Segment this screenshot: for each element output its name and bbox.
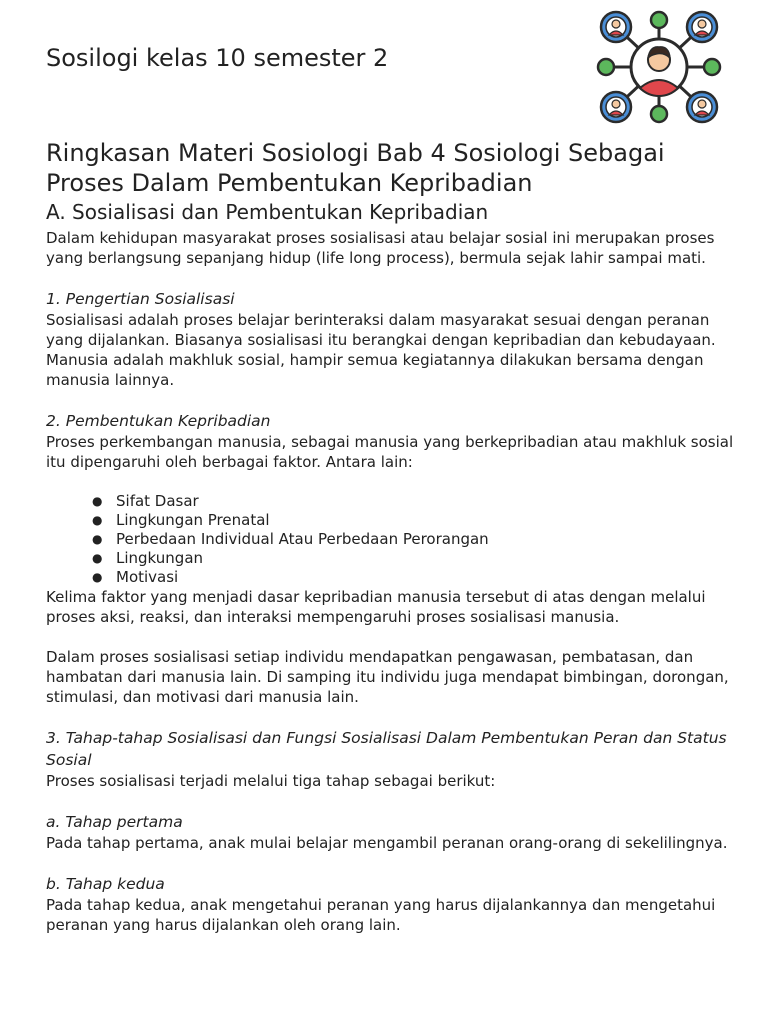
article-body (46, 198, 736, 935)
list-item: ● Sifat Dasar (92, 492, 199, 510)
section-a-intro: Dalam kehidupan masyarakat proses sosialisasi atau belajar sosial ini merupakan proses yang berlangsung sepanjang hidup (life long process), bermula sejak lahir sampai mati. (46, 229, 715, 267)
bullet-icon: ● (92, 532, 103, 546)
list-item: ● Motivasi (92, 568, 179, 586)
section-1-text: Sosialisasi adalah proses belajar berinteraksi dalam masyarakat sesuai dengan peranan yang dijalankan. Biasanya sosialisasi itu berangkai dengan kepribadian dan kebudayaan. Manusia adalah makhluk sosial, hampir semua kegiatannya dilakukan bersama dengan manusia lainnya. (46, 311, 716, 389)
section-3-text: Proses sosialisasi terjadi melalui tiga tahap sebagai berikut: (46, 772, 496, 790)
section-3-heading: 3. Tahap-tahap Sosialisasi dan Fungsi Sosialisasi Dalam Pembentukan Peran dan Status Sosial (46, 729, 727, 769)
section-2-after-list-1: Kelima faktor yang menjadi dasar kepribadian manusia tersebut di atas dengan melalui proses aksi, reaksi, dan interaksi mempengaruhi proses sosialisasi manusia. (46, 588, 706, 626)
bullet-icon: ● (92, 570, 103, 584)
section-2-heading: 2. Pembentukan Kepribadian (46, 412, 271, 430)
bullet-icon: ● (92, 494, 103, 508)
section-2-text: Proses perkembangan manusia, sebagai manusia yang berkepribadian atau makhluk sosial itu dipengaruhi oleh berbagai faktor. Antara lain: (46, 433, 734, 471)
document-title: Sosilogi kelas 10 semester 2 (46, 44, 389, 72)
list-item: ● Lingkungan (92, 549, 204, 567)
section-1-heading: 1. Pengertian Sosialisasi (46, 290, 235, 308)
bullet-icon: ● (92, 551, 103, 565)
factors-list (46, 492, 736, 587)
social-network-people-icon (596, 10, 722, 124)
stage-b-text: Pada tahap kedua, anak mengetahui peranan yang harus dijalankannya dan mengetahui peranan yang harus dijalankan oleh orang lain. (46, 896, 716, 934)
article-title: Ringkasan Materi Sosiologi Bab 4 Sosiologi Sebagai Proses Dalam Pembentukan Kepribadian (46, 139, 665, 197)
stage-b-heading: b. Tahap kedua (46, 875, 165, 893)
bullet-icon: ● (92, 513, 103, 527)
section-2-after-list-2: Dalam proses sosialisasi setiap individu mendapatkan pengawasan, pembatasan, dan hambatan dari manusia lain. Di samping itu individu juga mendapat bimbingan, dorongan, stimulasi, dan motivasi dari manusia lain. (46, 648, 729, 706)
list-item: ● Perbedaan Individual Atau Perbedaan Perorangan (92, 530, 489, 548)
stage-a-text: Pada tahap pertama, anak mulai belajar mengambil peranan orang-orang di sekelilingnya. (46, 834, 728, 852)
stage-a-heading: a. Tahap pertama (46, 813, 183, 831)
section-a-heading: A. Sosialisasi dan Pembentukan Kepribadian (46, 200, 489, 224)
list-item: ● Lingkungan Prenatal (92, 511, 270, 529)
